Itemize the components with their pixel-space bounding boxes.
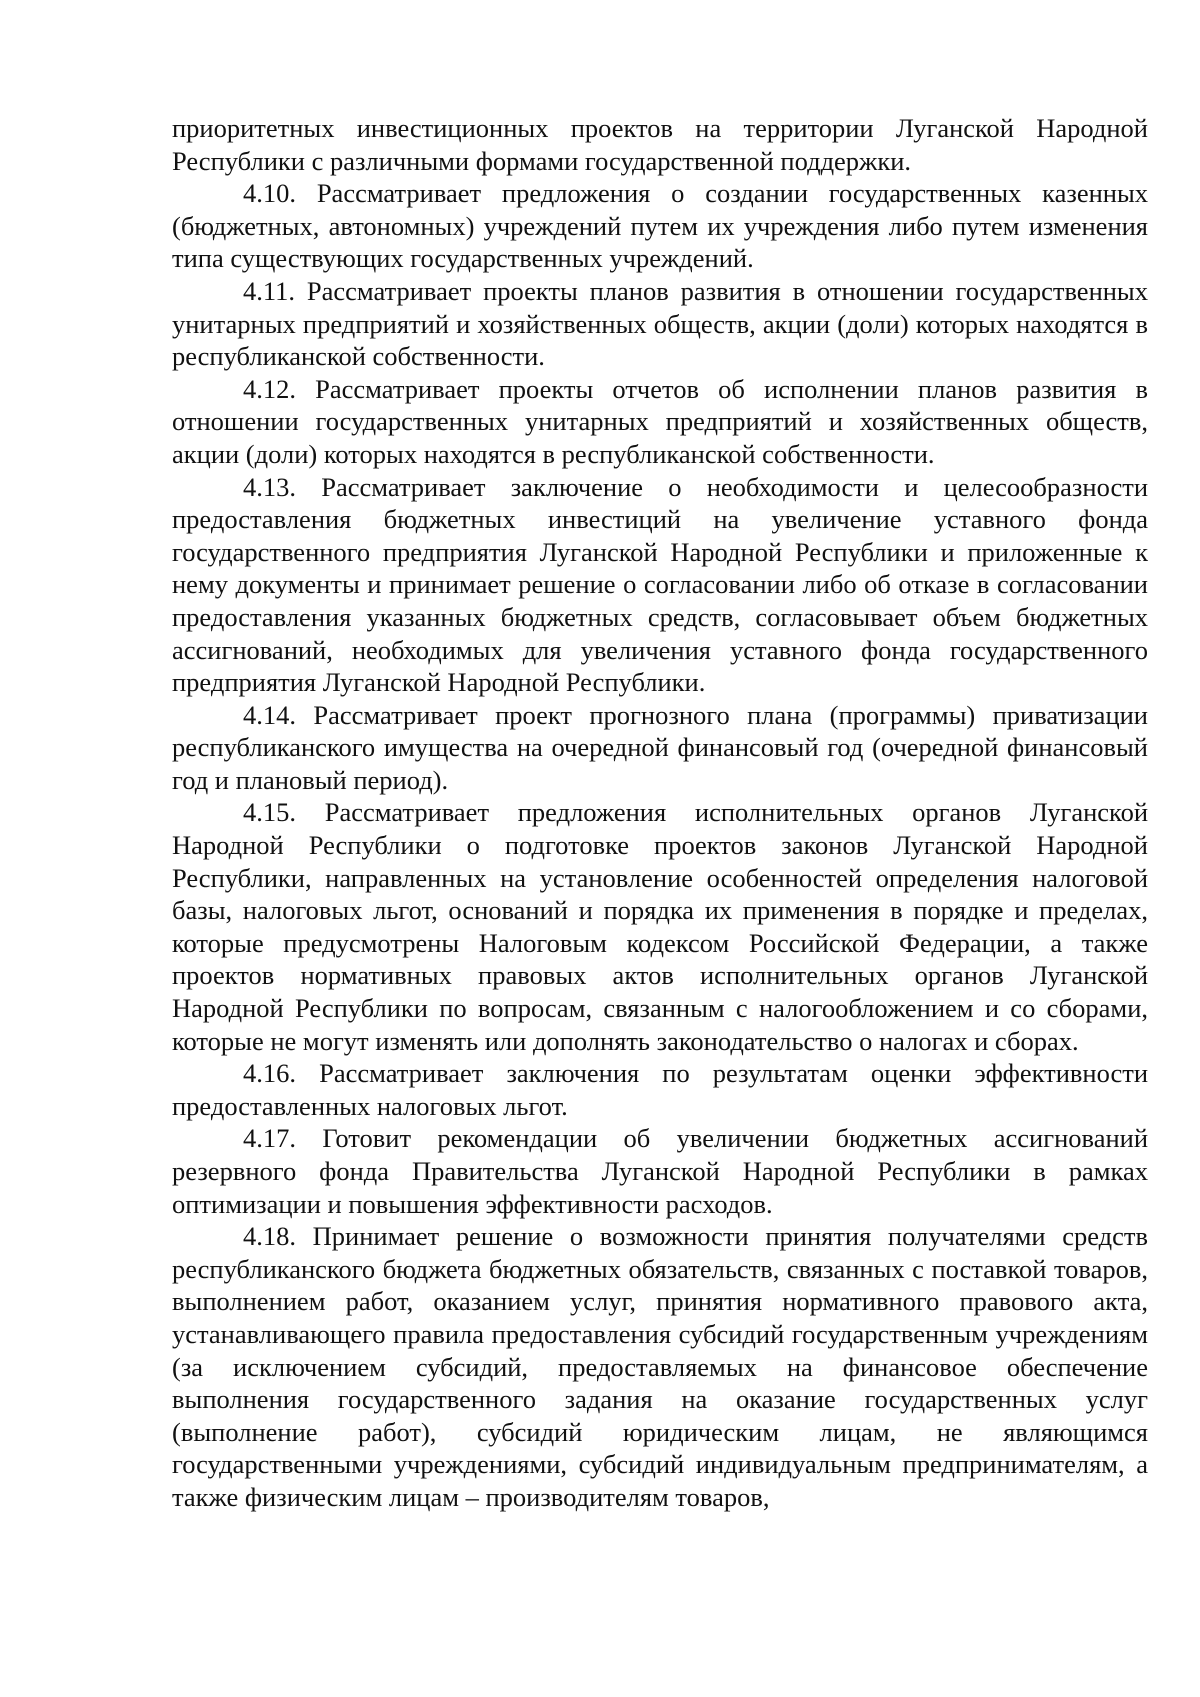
clause-text: Рассматривает заключения по результатам оценки эффективности предоставленных налоговых льгот.: [172, 1058, 1149, 1121]
clause-number: 4.15.: [243, 797, 296, 828]
clause-text: Принимает решение о возможности принятия получателями средств республиканского бюджета бюджетных обязательств, связанных с поставкой товаров, выполнением работ, оказанием услуг, принятия нормативного правового акта, устанавливающего правила предоставления субсидий государственным учреждениям (за исключением субсидий, предоставляемых на финансовое обеспечение выполнения государственного задания на оказание государственных услуг (выполнение работ), субсидий юридическим лицам, не являющимся государственными учреждениями, субсидий индивидуальным предпринимателям, а также физическим лицам – производителям товаров,: [172, 1221, 1148, 1512]
clause-4-17: [172, 1122, 1148, 1220]
clause-4-10: [172, 177, 1148, 275]
clause-number: 4.18.: [243, 1221, 296, 1252]
clause-number: 4.11.: [243, 275, 296, 306]
clause-number: 4.10.: [243, 178, 296, 209]
lead-paragraph: приоритетных инвестиционных проектов на территории Луганской Народной Республики с различными формами государственной поддержки.: [172, 113, 1148, 176]
clause-text: Рассматривает предложения исполнительных органов Луганской Народной Республики о подготовке проектов законов Луганской Народной Республики, направленных на установление особенностей определения налоговой базы, налоговых льгот, оснований и порядка их применения в порядке и пределах, которые предусмотрены Налоговым кодексом Российской Федерации, а также проектов нормативных правовых актов исполнительных органов Луганской Народной Республики по вопросам, связанным с налогообложением и со сборами, которые не могут изменять или дополнять законодательство о налогах и сборах.: [172, 797, 1149, 1056]
clause-4-11: [172, 275, 1148, 373]
clause-number: 4.13.: [243, 471, 296, 502]
clause-number: 4.16.: [243, 1058, 296, 1089]
clause-number: 4.12.: [243, 373, 296, 404]
clause-4-15: [172, 796, 1148, 1057]
clause-number: 4.14.: [243, 699, 296, 730]
clause-text: Рассматривает проекты планов развития в отношении государственных унитарных предприятий и хозяйственных обществ, акции (доли) которых находятся в республиканской собственности.: [172, 275, 1148, 372]
clause-text: Рассматривает проекты отчетов об исполнении планов развития в отношении государственных унитарных предприятий и хозяйственных обществ, акции (доли) которых находятся в республиканской собственности.: [172, 373, 1148, 469]
clause-text: Готовит рекомендации об увеличении бюджетных ассигнований резервного фонда Правительства Луганской Народной Республики в рамках оптимизации и повышения эффективности расходов.: [172, 1123, 1148, 1219]
clause-4-13: [172, 471, 1148, 699]
clause-text: Рассматривает заключение о необходимости и целесообразности предоставления бюджетных инвестиций на увеличение уставного фонда государственного предприятия Луганской Народной Республики и приложенные к нему документы и принимает решение о согласовании либо об отказе в согласовании предоставления указанных бюджетных средств, согласовывает объем бюджетных ассигнований, необходимых для увеличения уставного фонда государственного предприятия Луганской Народной Республики.: [172, 471, 1149, 698]
clause-4-12: [172, 373, 1148, 471]
clause-number: 4.17.: [243, 1123, 296, 1154]
clause-text: Рассматривает проект прогнозного плана (программы) приватизации республиканского имущества на очередной финансовый год (очередной финансовый год и плановый период).: [172, 699, 1148, 795]
clause-4-14: [172, 699, 1148, 797]
clause-4-18: [172, 1220, 1148, 1513]
clause-text: Рассматривает предложения о создании государственных казенных (бюджетных, автономных) учреждений путем их учреждения либо путем изменения типа существующих государственных учреждений.: [172, 178, 1148, 274]
document-body: [172, 112, 1148, 1514]
clause-4-16: [172, 1057, 1148, 1122]
